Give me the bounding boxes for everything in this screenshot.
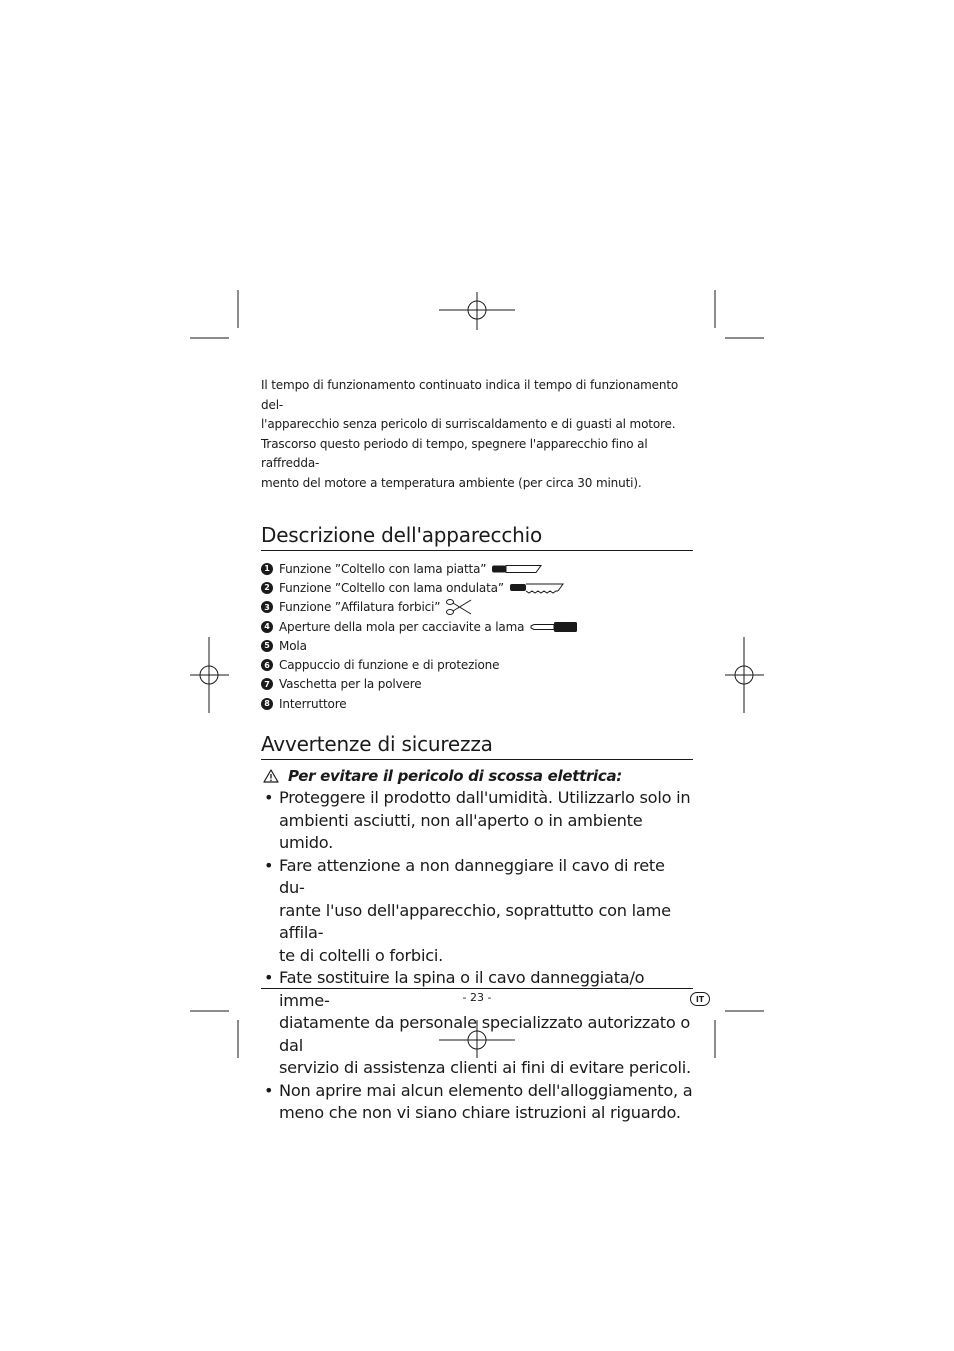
bullet-mark: •: [264, 855, 274, 875]
bullet-line: servizio di assistenza clienti ai fini di evitare pericoli.: [279, 1058, 691, 1078]
bullet-line: rante l'uso dell'apparecchio, soprattutto con lame affila-: [279, 900, 671, 943]
bullet-line: te di coltelli o forbici.: [279, 945, 443, 965]
item-label: Vaschetta per la polvere: [279, 677, 422, 692]
bullet-mark: •: [264, 788, 274, 808]
list-item: [261, 598, 693, 617]
item-label: Mola: [279, 638, 307, 653]
item-label: Cappuccio di funzione e di protezione: [279, 658, 500, 673]
bullet-line: Fare attenzione a non danneggiare il cavo di rete du-: [279, 855, 665, 898]
item-label: Funzione ”Affilatura forbici”: [279, 600, 441, 615]
scissors-icon: [446, 598, 472, 616]
bullet-line: Fate sostituire la spina o il cavo danneggiata/o imme-: [279, 968, 645, 1010]
item-label: Interruttore: [279, 696, 347, 711]
footer-rule: [261, 988, 693, 989]
item-number: 3: [261, 601, 273, 613]
item-label: Funzione ”Coltello con lama piatta”: [279, 561, 487, 576]
item-number: 7: [261, 678, 273, 690]
bullet-line: Non aprire mai alcun elemento dell'alloggiamento, a: [279, 1080, 693, 1100]
screwdriver-icon: [530, 621, 578, 633]
intro-line: Il tempo di funzionamento continuato indica il tempo di funzionamento del-: [261, 378, 679, 412]
item-number: 5: [261, 640, 273, 652]
list-item: [261, 855, 693, 968]
item-number: 1: [261, 563, 273, 575]
list-item: [261, 675, 693, 694]
bullet-line: Proteggere il prodotto dall'umidità. Utilizzarlo solo in: [279, 788, 691, 808]
list-item: [261, 578, 693, 597]
intro-line: l'apparecchio senza pericolo di surriscaldamento e di guasti al motore.: [261, 417, 676, 431]
flat-knife-icon: [492, 564, 542, 574]
item-label: Funzione ”Coltello con lama ondulata”: [279, 580, 504, 595]
safety-heading: Avvertenze di sicurezza: [261, 731, 693, 760]
parts-list: [261, 559, 693, 713]
warning-title: [261, 767, 693, 785]
list-item: [261, 694, 693, 713]
page-content: [261, 376, 693, 1125]
item-label: Aperture della mola per cacciavite a lama: [279, 619, 525, 634]
intro-line: mento del motore a temperatura ambiente (per circa 30 minuti).: [261, 475, 642, 490]
list-item: [261, 787, 693, 855]
list-item: [261, 655, 693, 674]
intro-line: Trascorso questo periodo di tempo, spegnere l'apparecchio fino al raffredda-: [261, 436, 648, 470]
bullet-line: ambienti asciutti, non all'aperto o in ambiente umido.: [279, 810, 643, 853]
item-number: 2: [261, 582, 273, 594]
item-number: 4: [261, 621, 273, 633]
bullet-line: diatamente da personale specializzato autorizzato o dal: [279, 1013, 691, 1055]
page-number: - 23 -: [462, 991, 492, 1004]
bullet-line: meno che non vi siano chiare istruzioni al riguardo.: [279, 1103, 681, 1123]
intro-paragraph: [261, 376, 693, 493]
list-item: [261, 559, 693, 578]
item-number: 6: [261, 659, 273, 671]
description-heading: Descrizione dell'apparecchio: [261, 522, 693, 551]
list-item: [261, 967, 693, 1080]
safety-bullets: [261, 787, 693, 1125]
list-item: [261, 617, 693, 636]
list-item: [261, 636, 693, 655]
warning-triangle-icon: [263, 769, 279, 783]
list-item: [261, 1080, 693, 1125]
bullet-mark: •: [264, 968, 274, 988]
language-badge: IT: [690, 992, 710, 1006]
warning-title-text: Per evitare il pericolo di scossa elettrica:: [288, 767, 622, 786]
serrated-knife-icon: [510, 582, 564, 594]
bullet-mark: •: [264, 1080, 274, 1100]
item-number: 8: [261, 698, 273, 710]
